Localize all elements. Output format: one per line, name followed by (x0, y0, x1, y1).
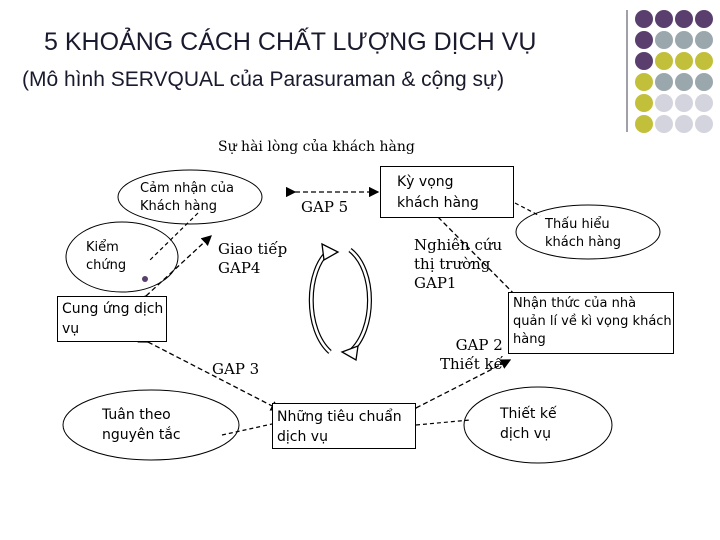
rules-line (222, 424, 272, 435)
cycle-arrowhead-down (342, 346, 358, 360)
service-delivery-box (57, 296, 167, 342)
check-label: Kiểm chứng (86, 240, 127, 273)
standards-box (272, 403, 416, 449)
service-delivery-label: Cung ứng dịch vụ (62, 301, 164, 337)
check-line (150, 213, 198, 260)
understanding-label: Thấu hiểu khách hàng (545, 217, 621, 250)
gap4-label: Giao tiếp GAP4 (218, 240, 288, 277)
perception-label: Cảm nhận của Khách hàng (140, 181, 235, 214)
page-subtitle: (Mô hình SERVQUAL của Parasuraman & cộng sự) (22, 68, 505, 91)
cycle-arrowhead-up (322, 244, 338, 260)
gap1-label: Nghiên cứu thị trường GAP1 (414, 236, 503, 292)
satisfaction-label: Sự hài lòng của khách hàng (218, 139, 415, 155)
gap5-label: GAP 5 (301, 198, 349, 216)
page-title: 5 KHOẢNG CÁCH CHẤT LƯỢNG DỊCH VỤ (44, 28, 537, 56)
management-perception-box (508, 292, 674, 354)
rules-label: Tuân theo nguyên tắc (102, 407, 181, 443)
cycle-arrow-down (350, 250, 370, 352)
gap3-label: GAP 3 (212, 360, 260, 378)
expectation-label: Kỳ vọng khách hàng (397, 174, 479, 211)
management-perception-label: Nhận thức của nhà quản lí về kì vọng khách hàng (513, 296, 672, 347)
gap4-arrow (146, 236, 211, 296)
expectation-box (380, 166, 514, 218)
cycle-arrow-up (311, 250, 330, 352)
check-point-dot (142, 276, 148, 282)
standards-label: Những tiêu chuẩn dịch vụ (277, 409, 402, 445)
gap2-label: GAP 2 Thiết kế (440, 336, 503, 373)
understanding-line (515, 203, 540, 216)
design-line (416, 420, 470, 425)
design-label: Thiết kế dịch vụ (500, 406, 557, 442)
